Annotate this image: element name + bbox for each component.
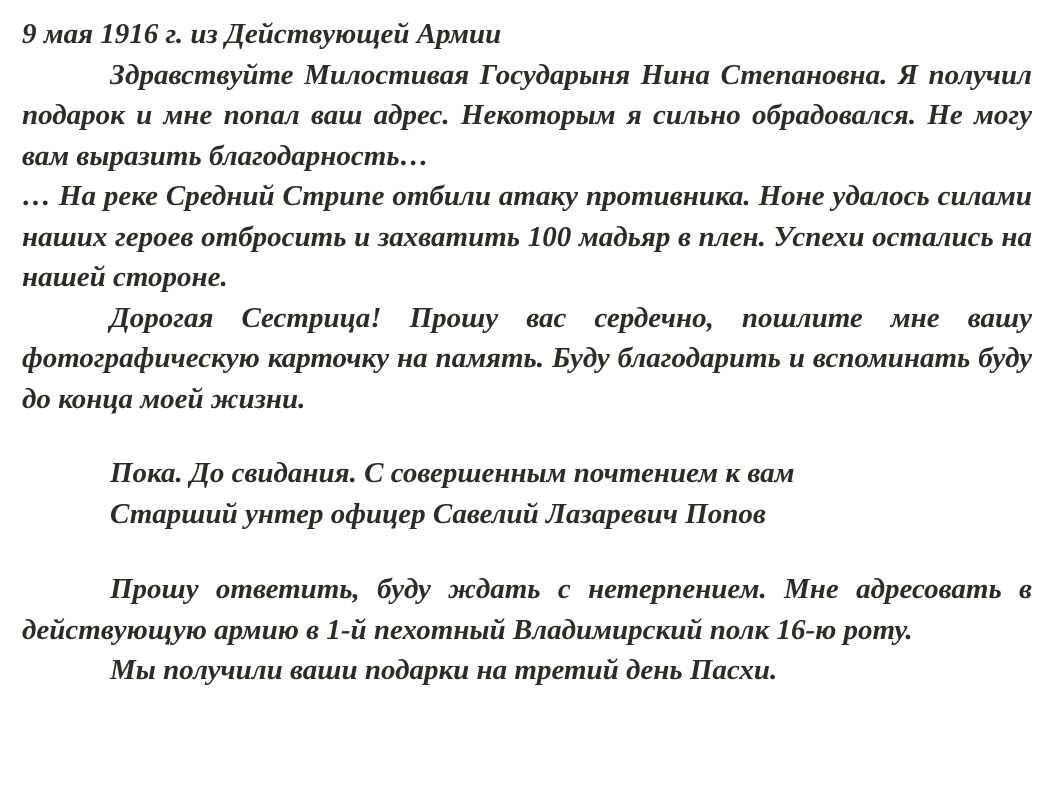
letter-signature: Старший унтер офицер Савелий Лазаревич Попов [110, 497, 766, 530]
letter-dateline: 9 мая 1916 г. из Действующей Армии [22, 18, 502, 50]
paragraph-spacer [22, 419, 1032, 453]
letter-final-note: Мы получили ваши подарки на третий день Пасхи. [110, 654, 778, 686]
letter-transcription [22, 14, 1032, 691]
letter-paragraph-greeting: Здравствуйте Милостивая Государыня Нина Степановна. Я получил подарок и мне попал ваш адрес. Некоторым я сильно обрадовался. Не могу вам выразить благодарность… [22, 58, 1032, 172]
letter-postscript: Прошу ответить, буду ждать с нетерпением. Мне адресовать в действующую армию в 1-й пехотный Владимирский полк 16-ю роту. [22, 573, 1032, 646]
paragraph-spacer [22, 534, 1032, 569]
letter-paragraph-photo-request: Дорогая Сестрица! Прошу вас сердечно, пошлите мне вашу фотографическую карточку на память. Буду благодарить и вспоминать буду до конца моей жизни. [22, 301, 1032, 415]
letter-closing: Пока. До свидания. С совершенным почтением к вам [110, 457, 795, 489]
letter-paragraph-battle-report: … На реке Средний Стрипе отбили атаку противника. Ноне удалось силами наших героев отбросить и захватить 100 мадьяр в плен. Успехи остались на нашей стороне. [22, 180, 1032, 293]
